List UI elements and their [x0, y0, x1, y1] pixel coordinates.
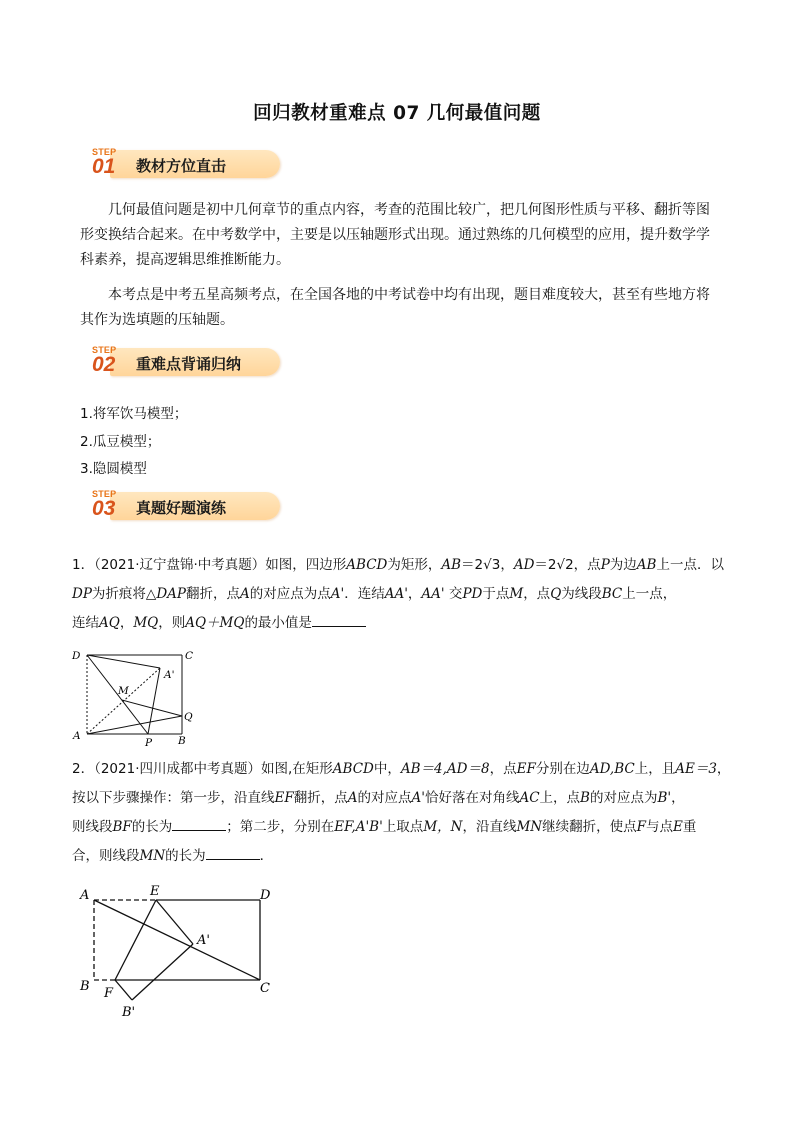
question-1-figure — [68, 646, 198, 746]
question-2-text: 2．（2021·四川成都中考真题）如图,在矩形ABCD中，AB＝4,AD＝8，点EF分别在边AD,BC上，且AE＝3， 按以下步骤操作：第一步，沿直线EF翻折，点A的对应点A'恰好落在对角线AC上，点B的对应点为B'， 则线段BF的长为 ；第二步，分别在EF,A'B'上取点M，N，沿直线MN继续翻折，使点F与点E重 合，则线段MN的长为 ． — [72, 761, 731, 864]
answer-blank-2 — [206, 845, 260, 860]
label-A: A — [80, 888, 90, 903]
label-M: M — [118, 685, 129, 697]
intro-paragraph-1: 几何最值问题是初中几何章节的重点内容，考查的范围比较广，把几何图形性质与平移、翻折等图形变换结合起来。在中考数学中，主要是以压轴题形式出现。通过熟练的几何模型的应用，提升数学学科素养，提高逻辑思维推断能力。 — [80, 202, 710, 268]
label-E: E — [150, 884, 160, 899]
step-badge — [80, 147, 126, 185]
step-badge — [80, 345, 126, 383]
label-P: P — [145, 737, 153, 746]
step-word: STEP — [92, 489, 117, 499]
step-word: STEP — [92, 147, 117, 157]
step-label: 真题好题演练 — [136, 499, 227, 517]
summary-item-3: 3.隐圆模型 — [80, 461, 147, 477]
step-label: 重难点背诵归纳 — [136, 355, 242, 373]
label-D: D — [260, 888, 271, 903]
summary-item-2: 2.瓜豆模型； — [80, 434, 161, 450]
label-A: A — [73, 730, 81, 742]
label-B-prime: B' — [122, 1005, 136, 1020]
label-Q: Q — [184, 711, 193, 723]
label-C: C — [260, 981, 270, 996]
answer-blank-1 — [172, 816, 226, 831]
intro-paragraph-2: 本考点是中考五星高频考点，在全国各地的中考试卷中均有出现，题目难度较大，甚至有些地方将其作为选填题的压轴题。 — [80, 287, 710, 328]
step-word: STEP — [92, 345, 117, 355]
answer-blank — [312, 612, 366, 627]
step-number: 01 — [92, 155, 116, 178]
step-badge — [80, 489, 126, 527]
question-2-figure — [72, 882, 282, 1022]
label-F: F — [104, 986, 114, 1001]
step-number: 03 — [92, 497, 116, 520]
label-D: D — [72, 650, 81, 662]
label-A-prime: A' — [164, 669, 175, 681]
summary-item-1: 1.将军饮马模型； — [80, 406, 188, 422]
page-title: 回归教材重难点 07 几何最值问题 — [253, 103, 541, 124]
question-1-text: 1．（2021·辽宁盘锦·中考真题）如图，四边形ABCD为矩形，AB＝2√3，AD＝2√2，点P为边AB上一点．以 DP为折痕将△DAP翻折，点A的对应点为点A'．连结AA'，AA' 交PD于点M，点Q为线段BC上一点， 连结AQ，MQ，则AQ＋MQ的最小值是 — [72, 557, 724, 631]
step-label: 教材方位直击 — [136, 157, 227, 175]
label-C: C — [185, 650, 194, 662]
label-B: B — [178, 735, 186, 746]
label-B: B — [80, 979, 90, 994]
step-number: 02 — [92, 353, 116, 376]
label-A-prime: A' — [197, 933, 210, 948]
